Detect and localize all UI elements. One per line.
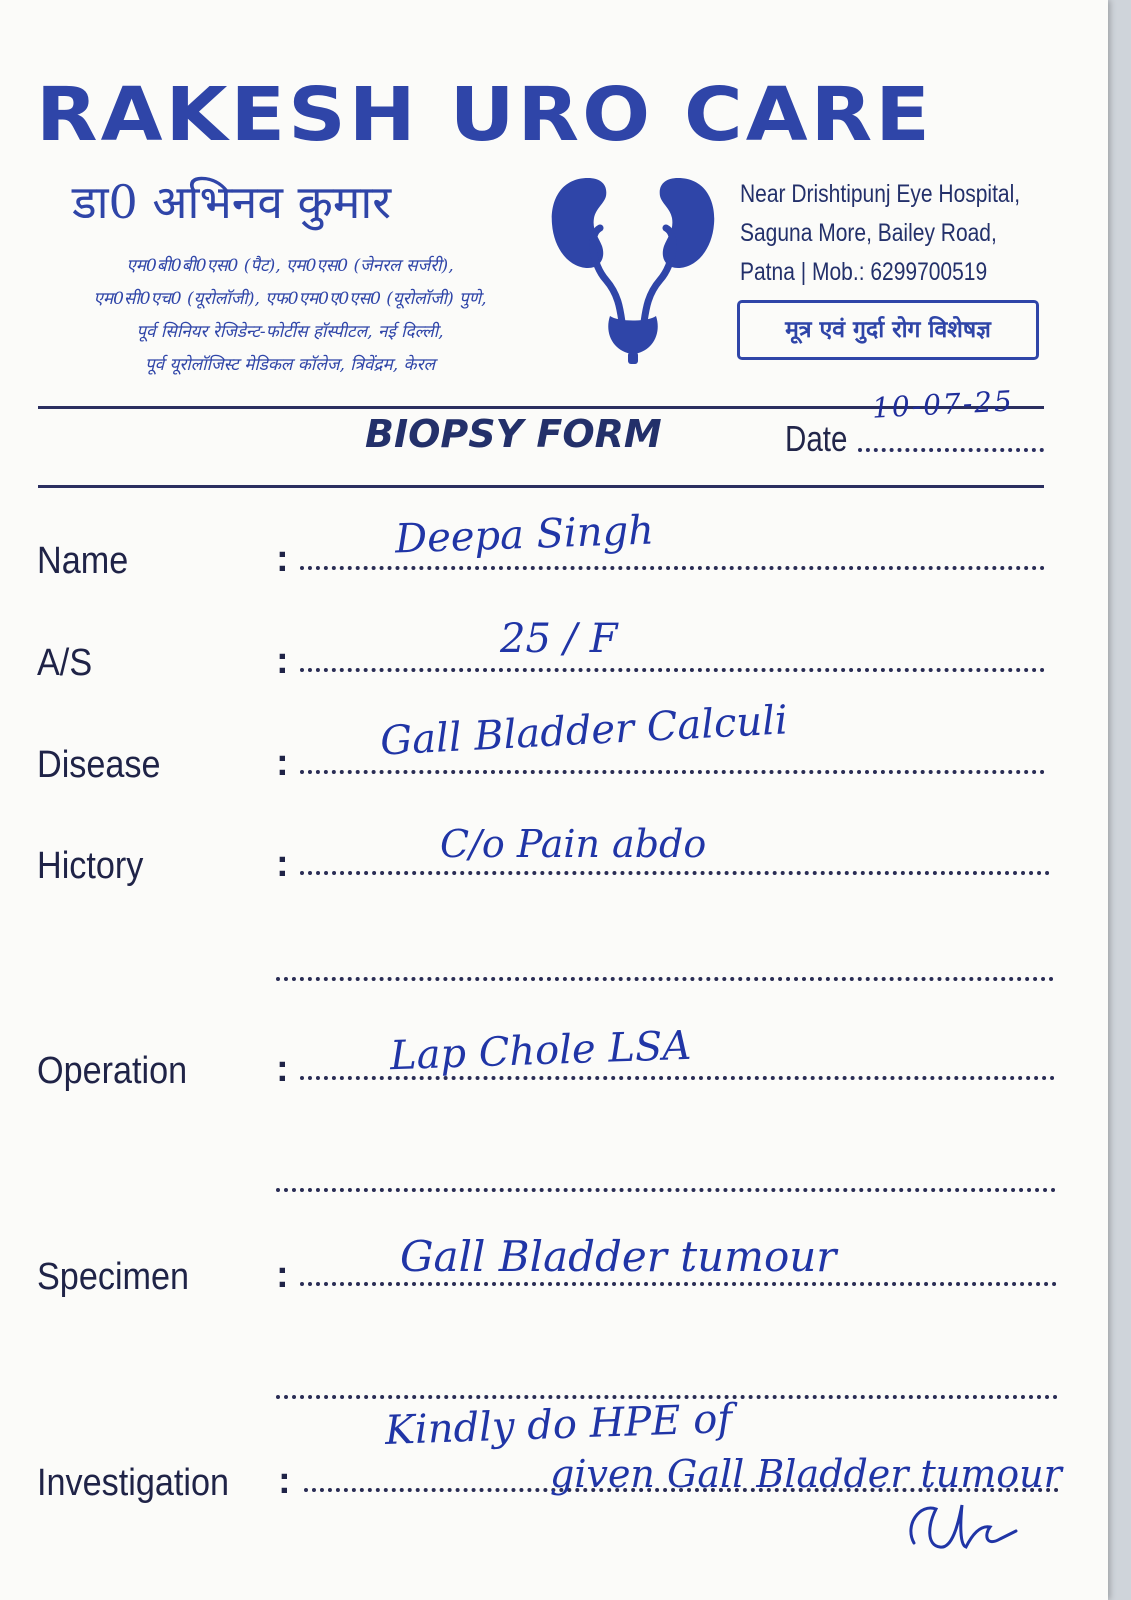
date-value: 10-07-25: [871, 384, 1015, 425]
age-sex-colon: :: [276, 640, 289, 682]
operation-colon: :: [276, 1048, 289, 1090]
specialist-badge: मूत्र एवं गुर्दा रोग विशेषज्ञ: [737, 300, 1039, 360]
title-divider: [38, 485, 1044, 488]
date-label: Date: [785, 418, 848, 459]
form-title: BIOPSY FORM: [365, 412, 662, 456]
address-line: Near Drishtipunj Eye Hospital,: [740, 180, 1021, 208]
history-label: Hictory: [37, 845, 144, 887]
investigation-colon: :: [278, 1460, 291, 1502]
specimen-label: Specimen: [37, 1256, 190, 1298]
address-line: Saguna More, Bailey Road,: [740, 219, 997, 247]
name-line: [300, 566, 1045, 570]
specimen-line: [300, 1282, 1057, 1286]
history-line-continuation: [276, 977, 1054, 981]
clinic-brand: RAKESH URO CARE: [36, 72, 933, 158]
kidney-urinary-tract-icon: [548, 172, 718, 372]
history-colon: :: [276, 843, 289, 885]
disease-line: [300, 770, 1045, 774]
date-line: [858, 448, 1044, 452]
qualification-line: एम0सी0एच0 (यूरोलॉजी), एफ0एम0ए0एस0 (यूरोलॉजी) पुणे,: [93, 289, 487, 309]
qualification-line: एम0बी0बी0एस0 (पैट), एम0एस0 (जेनरल सर्जरी),: [126, 256, 454, 276]
history-value: C/o Pain abdo: [440, 822, 707, 866]
name-value: Deepa Singh: [394, 507, 655, 563]
address-line: Patna | Mob.: 6299700519: [740, 258, 988, 286]
doctor-signature: [900, 1495, 1020, 1565]
operation-value: Lap Chole LSA: [389, 1022, 692, 1080]
specimen-value: Gall Bladder tumour: [400, 1232, 837, 1281]
operation-label: Operation: [37, 1050, 188, 1092]
investigation-value-line-2: given Gall Bladder tumour: [550, 1452, 1062, 1496]
age-sex-value: 25 / F: [500, 616, 618, 662]
clinic-address: [740, 175, 1021, 292]
disease-label: Disease: [37, 744, 161, 786]
doctor-qualifications: [30, 250, 550, 382]
name-colon: :: [276, 538, 289, 580]
specimen-colon: :: [276, 1254, 289, 1296]
age-sex-label: A/S: [37, 642, 93, 684]
doctor-name: डा0 अभिनव कुमार: [72, 175, 392, 229]
operation-line-continuation: [276, 1188, 1056, 1192]
disease-colon: :: [276, 742, 289, 784]
investigation-value-line-1: Kindly do HPE of: [384, 1395, 733, 1455]
history-line: [300, 871, 1050, 875]
name-label: Name: [37, 540, 129, 582]
disease-value: Gall Bladder Calculi: [379, 697, 789, 765]
qualification-line: पूर्व यूरोलॉजिस्ट मेडिकल कॉलेज, त्रिवेंद्रम, केरल: [144, 355, 436, 375]
qualification-line: पूर्व सिनियर रेजिडेन्ट-फोर्टीस हॉस्पीटल, नई दिल्ली,: [136, 322, 444, 342]
age-sex-line: [300, 668, 1045, 672]
investigation-label: Investigation: [37, 1462, 230, 1504]
